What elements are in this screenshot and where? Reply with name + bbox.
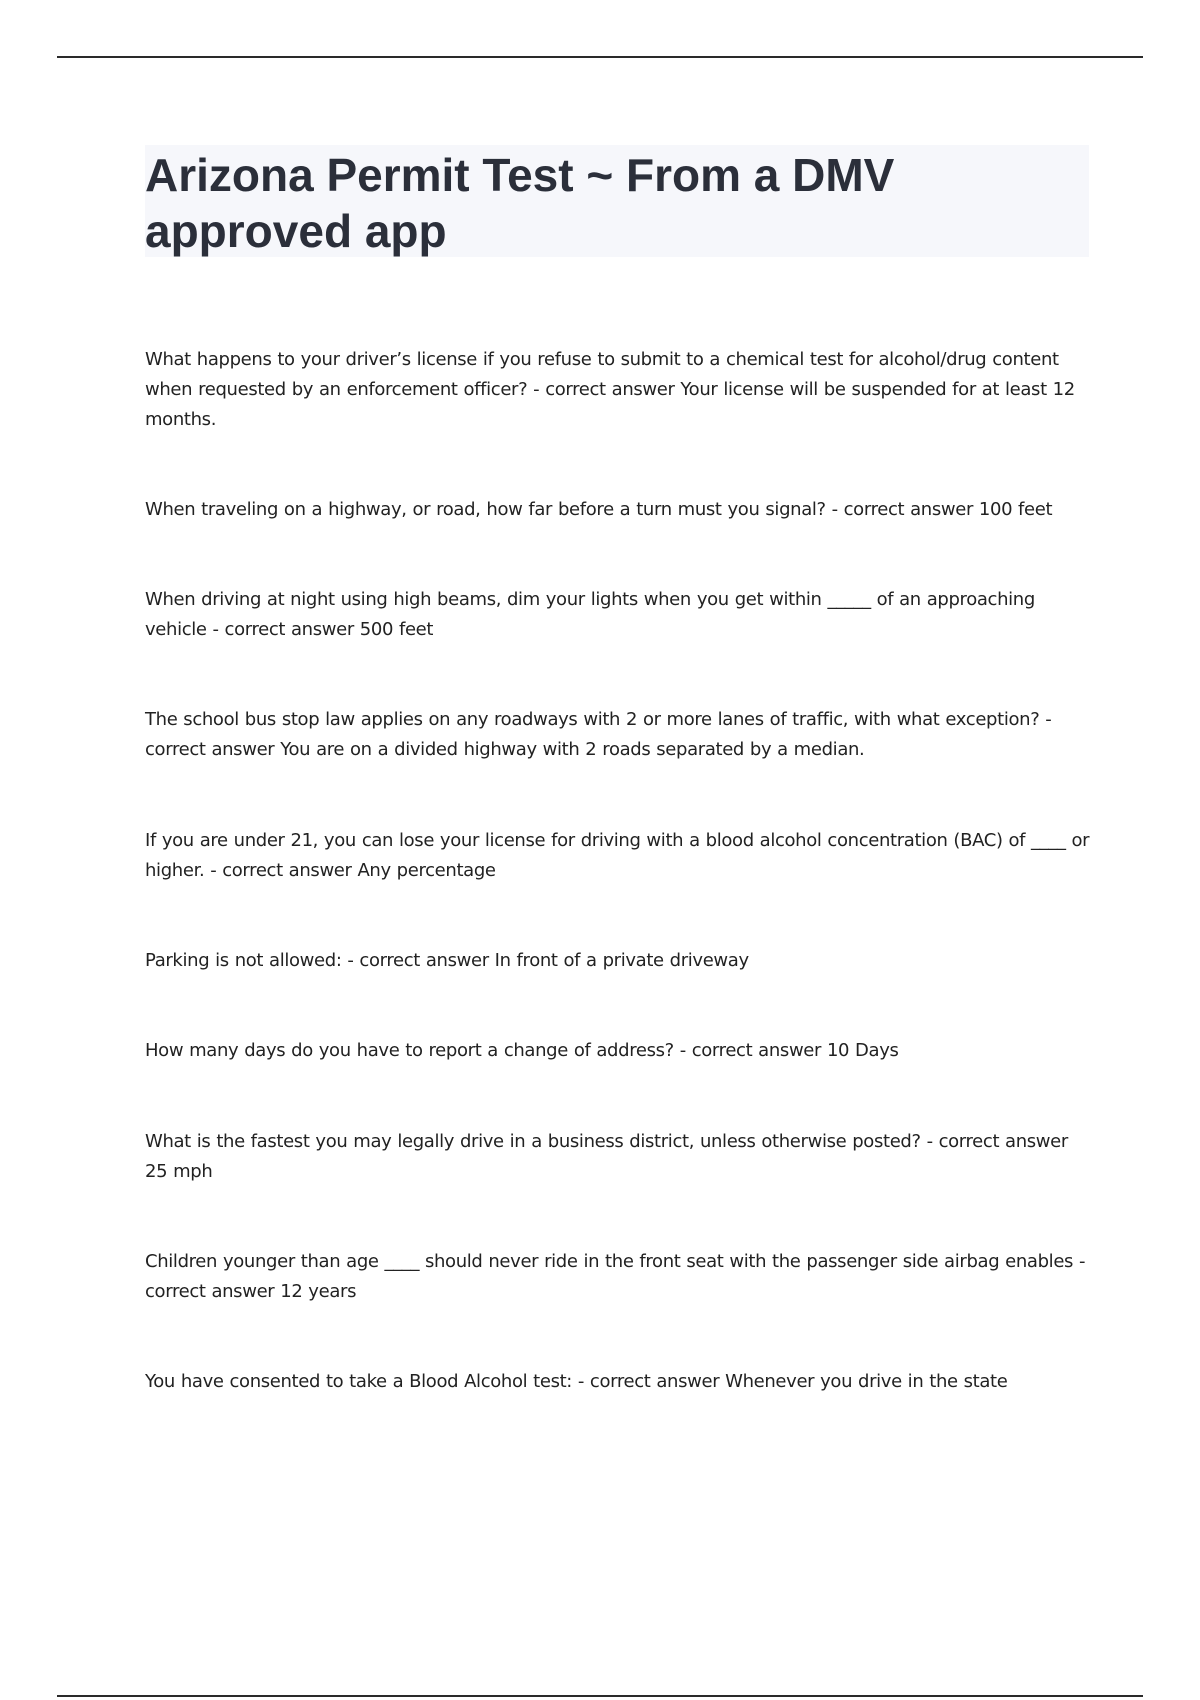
qa-item: Parking is not allowed: - correct answer In front of a private driveway [145, 950, 749, 971]
qa-item: The school bus stop law applies on any roadways with 2 or more lanes of traffic, with what exception? - correct answer You are on a divided highway with 2 roads separated by a median. [145, 709, 1052, 760]
title-block [145, 145, 1089, 257]
qa-item: You have consented to take a Blood Alcohol test: - correct answer Whenever you drive in the state [145, 1371, 1008, 1392]
page-title: Arizona Permit Test ~ From a DMV approved app [145, 149, 895, 257]
qa-item: How many days do you have to report a change of address? - correct answer 10 Days [145, 1040, 899, 1061]
bottom-rule [57, 1695, 1143, 1697]
qa-item: What is the fastest you may legally drive in a business district, unless otherwise posted? - correct answer 25 mph [145, 1131, 1068, 1182]
qa-item: When driving at night using high beams, dim your lights when you get within _____ of an approaching vehicle - correct answer 500 feet [145, 589, 1035, 640]
qa-item: If you are under 21, you can lose your license for driving with a blood alcohol concentration (BAC) of ____ or higher. - correct answer Any percentage [145, 830, 1090, 881]
top-rule [57, 56, 1143, 58]
qa-item: What happens to your driver’s license if you refuse to submit to a chemical test for alcohol/drug content when requested by an enforcement officer? - correct answer Your license will be suspended for at least 12 months. [145, 349, 1075, 430]
qa-item: When traveling on a highway, or road, how far before a turn must you signal? - correct answer 100 feet [145, 499, 1053, 520]
qa-item: Children younger than age ____ should never ride in the front seat with the passenger side airbag enables - correct answer 12 years [145, 1251, 1086, 1302]
